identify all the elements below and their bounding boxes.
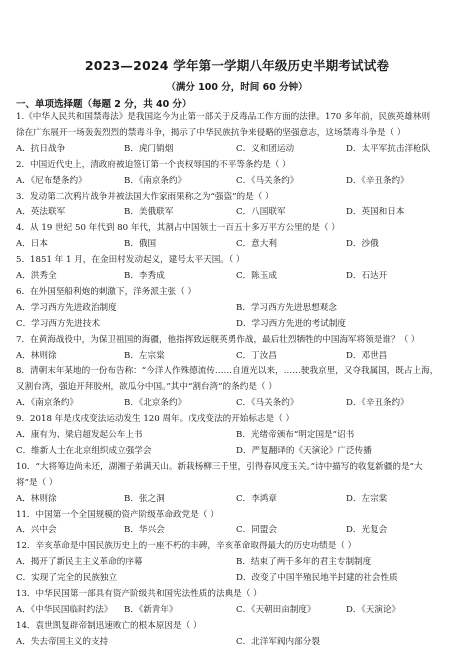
question-text: 14．袁世凯复辟帝制迅速败亡的根本原因是（ ） (16, 620, 202, 631)
answer-option: D．学习西方先进的考试制度 (236, 318, 347, 329)
answer-option: A．失去帝国主义的支持 (16, 636, 109, 647)
answer-option: D．严复翻译的《天演论》广泛传播 (236, 445, 372, 456)
answer-option: A．英法联军 (16, 207, 66, 218)
answer-option: C．实现了完全的民族独立 (16, 573, 118, 584)
answer-option: D．英国和日本 (346, 207, 405, 218)
options-row (16, 603, 462, 618)
answer-option: A．《中华民国临时约法》 (16, 604, 113, 615)
answer-option: B．李秀成 (124, 271, 165, 281)
question-text: 9．2018 年是戊戌变法运动发生 120 周年。戊戌变法的开始标志是（ ） (16, 414, 295, 425)
answer-option: A．林则徐 (16, 350, 57, 361)
question-text: 徐在广东展开一场轰轰烈烈的禁毒斗争，揭示了中华民族抗争来侵略的坚强意志，这场禁毒斗争是（ ） (16, 127, 406, 138)
exam-title: 2023—2024 学年第一学期八年级历史半期考试试卷 (84, 58, 390, 73)
answer-option: D．《辛丑条约》 (346, 175, 409, 186)
answer-option: B．华兴会 (124, 525, 165, 536)
answer-option: A．兴中会 (16, 525, 57, 536)
answer-option: A．康有为、梁启超发起公车上书 (16, 430, 143, 440)
answer-option: D．石达开 (346, 271, 388, 281)
answer-option: C．《天朝田亩制度》 (236, 604, 316, 615)
options-row (16, 444, 462, 459)
options-row (16, 523, 462, 538)
answer-option: B．学习西方先进思想观念 (236, 302, 337, 313)
answer-option: B．《南京条约》 (124, 175, 187, 186)
answer-option: D．太平军抗击洋枪队 (346, 143, 431, 154)
question-text: 5．1851 年 1 月，在金田村发动起义，建号太平天国。（ ） (16, 255, 245, 266)
answer-option: A．《南京条约》 (16, 398, 79, 409)
exam-subtitle: （满分 100 分，时间 60 分钟） (166, 82, 308, 93)
answer-option: C．《马关条约》 (236, 398, 299, 409)
answer-option: A．抗日战争 (16, 143, 66, 154)
question-text: 3．发动第二次鸦片战争并被法国大作家雨果称之为“强盗”的是（ ） (16, 191, 274, 202)
answer-option: C．义和团运动 (236, 143, 295, 154)
answer-option: B．光绪帝颁布“明定国是”诏书 (236, 430, 355, 440)
answer-option: B．俄国 (124, 239, 157, 250)
options-row (16, 555, 462, 570)
answer-option: C．同盟会 (236, 525, 277, 536)
answer-option: A．林则徐 (16, 493, 57, 504)
question-text: 4．从 19 世纪 50 年代到 80 年代，其割占中国领土一百五十多万平方公里的是（ ） (16, 223, 340, 234)
options-row (16, 174, 462, 189)
answer-option: B．《新青年》 (124, 604, 178, 615)
answer-option: A．《尼布楚条约》 (16, 175, 87, 186)
answer-option: C．学习西方先进技术 (16, 318, 100, 329)
question-text: 2．中国近代史上，清政府被迫签订第一个丧权辱国的不平等条约是（ ） (16, 159, 291, 170)
question-text: 7．在黄海战役中，为保卫祖国的海疆，他指挥致远舰英勇作战，最后壮烈牺牲的中国海军将领是谁？（ ） (16, 334, 420, 345)
answer-option: D．《辛丑条约》 (346, 398, 409, 409)
answer-option: B．结束了两千多年的君主专制制度 (236, 557, 372, 568)
answer-option: D．左宗棠 (346, 493, 388, 504)
question-text: 又割台湾，强迫开拜胶州，欲瓜分中国。”其中“割台湾”的条约是（ ） (16, 382, 277, 393)
options-row (16, 205, 462, 220)
question-text: 11．中国第一个全国规模的资产阶级革命政党是（ ） (16, 509, 219, 520)
question-text: 将”是（ ） (16, 477, 58, 488)
section-heading: 一、单项选择题（每题 2 分，共 40 分） (16, 99, 192, 110)
answer-option: B．张之洞 (124, 493, 165, 504)
options-row (16, 571, 462, 586)
answer-option: D．《天演论》 (346, 604, 401, 615)
answer-option: D．邓世昌 (346, 350, 388, 361)
question-text: 8．清朝末年某地的一份布告称：“今洋人作殊德流传……自道光以来，……驶我京里，又夺我属国，既占上海， (16, 366, 439, 377)
answer-option: A．学习西方先进政治制度 (16, 302, 117, 313)
answer-option: B．美俄联军 (124, 207, 174, 218)
answer-option: C．八国联军 (236, 207, 286, 218)
options-row (16, 428, 462, 443)
question-text: 6．在外国坚船利炮的刺激下，洋务派主张（ ） (16, 286, 197, 297)
options-row (16, 237, 462, 252)
question-text: 13．中华民国第一部具有资产阶级共和国宪法性质的法典是（ ） (16, 589, 262, 599)
answer-option: C．《马关条约》 (236, 175, 299, 186)
answer-option: B．左宗棠 (124, 350, 165, 361)
options-row (16, 492, 462, 507)
options-row (16, 635, 462, 650)
answer-option: C．北洋军阀内部分裂 (236, 636, 320, 647)
answer-option: D．沙俄 (346, 239, 379, 250)
answer-option: C．陈玉成 (236, 271, 277, 281)
options-row (16, 317, 462, 332)
answer-option: B．虎门销烟 (124, 143, 174, 154)
options-row (16, 269, 462, 284)
answer-option: D．改变了中国半殖民地半封建的社会性质 (236, 573, 398, 584)
answer-option: C．丁汝昌 (236, 350, 277, 361)
answer-option: D．光复会 (346, 525, 388, 536)
answer-option: A．日本 (16, 239, 48, 250)
answer-option: C．李鸿章 (236, 493, 277, 504)
answer-option: C．维新人士在北京组织成立强学会 (16, 445, 152, 456)
question-text: 1.《中华人民共和国禁毒法》是我国迄今为止第一部关于反毒品工作方面的法律。170 多年前，民族英雄林则 (16, 112, 431, 122)
options-row (16, 396, 462, 411)
answer-option: A．洪秀全 (16, 271, 57, 281)
answer-option: C．意大利 (236, 239, 277, 250)
options-row (16, 349, 462, 364)
answer-option: B．《北京条约》 (124, 398, 187, 409)
options-row (16, 142, 462, 157)
question-text: 12．辛亥革命是中国民族历史上的一座不朽的丰碑，辛亥革命取得最大的历史功绩是（ ） (16, 541, 357, 552)
question-text: 10．“大将筹边尚未还，湖湘子弟满天山。新栽杨柳三千里，引得春风度玉关。”诗中描写的收复新疆的是“大 (16, 461, 423, 472)
options-row (16, 301, 462, 316)
answer-option: A．揭开了新民主主义革命的序幕 (16, 557, 143, 568)
